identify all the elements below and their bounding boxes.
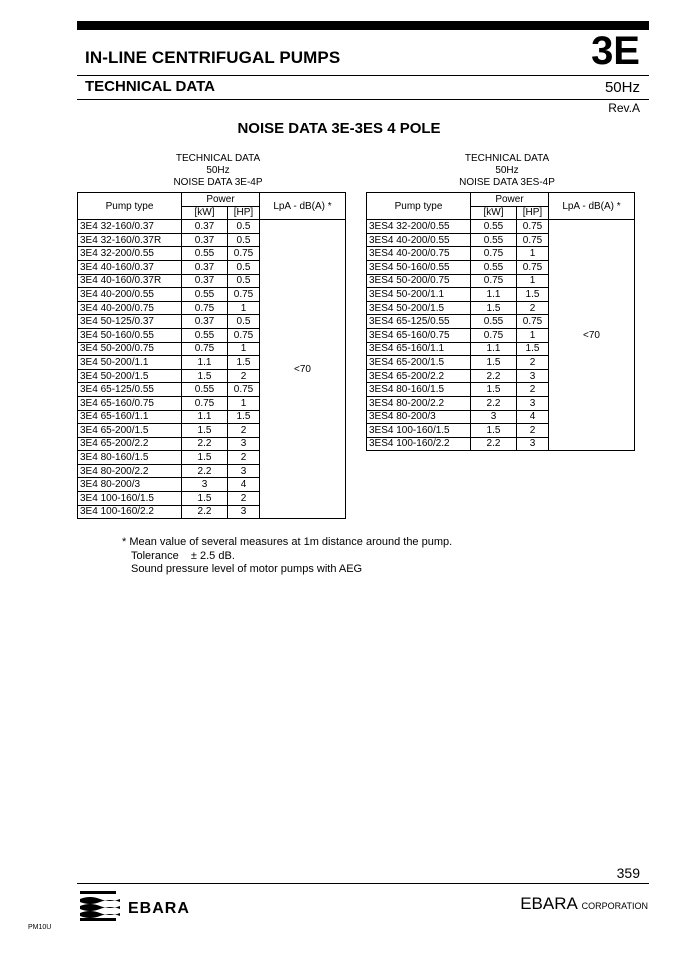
hp-cell: 2 [517, 356, 549, 370]
hp-cell: 0.75 [228, 328, 260, 342]
hp-cell: 3 [228, 464, 260, 478]
kw-cell: 0.55 [182, 247, 228, 261]
hp-cell: 2 [228, 369, 260, 383]
hp-cell: 3 [517, 437, 549, 451]
pump-type-cell: 3E4 65-160/1.1 [78, 410, 182, 424]
pump-type-cell: 3E4 65-200/2.2 [78, 437, 182, 451]
kw-cell: 1.5 [182, 451, 228, 465]
pump-type-cell: 3E4 40-160/0.37 [78, 260, 182, 274]
hp-cell: 0.75 [228, 288, 260, 302]
hp-cell: 3 [228, 505, 260, 519]
pump-type-cell: 3ES4 65-125/0.55 [367, 315, 471, 329]
pump-type-cell: 3E4 50-200/1.1 [78, 356, 182, 370]
kw-cell: 3 [182, 478, 228, 492]
kw-cell: 0.55 [471, 315, 517, 329]
pump-type-cell: 3ES4 50-200/1.1 [367, 288, 471, 302]
left-table-caption [158, 153, 278, 189]
kw-header: [kW] [182, 206, 228, 220]
pump-type-cell: 3E4 80-160/1.5 [78, 451, 182, 465]
divider [77, 883, 649, 884]
pump-type-cell: 3ES4 80-200/2.2 [367, 396, 471, 410]
pump-type-cell: 3E4 32-200/0.55 [78, 247, 182, 261]
frequency-label: 50Hz [604, 79, 640, 96]
kw-cell: 0.75 [471, 247, 517, 261]
hp-cell: 1.5 [517, 342, 549, 356]
hp-header: [HP] [228, 206, 260, 220]
hp-cell: 0.75 [517, 233, 549, 247]
logo-text: EBARA [128, 900, 190, 917]
kw-cell: 0.37 [182, 260, 228, 274]
footnote-line: Tolerance ± 2.5 dB. [131, 549, 235, 562]
pump-type-cell: 3ES4 32-200/0.55 [367, 220, 471, 234]
hp-cell: 1 [517, 328, 549, 342]
kw-cell: 0.75 [182, 396, 228, 410]
pump-type-cell: 3E4 80-200/3 [78, 478, 182, 492]
pump-type-cell: 3E4 50-160/0.55 [78, 328, 182, 342]
hp-cell: 2 [517, 301, 549, 315]
hp-cell: 2 [228, 492, 260, 506]
pump-type-cell: 3ES4 100-160/2.2 [367, 437, 471, 451]
hp-cell: 0.5 [228, 233, 260, 247]
pump-type-cell: 3E4 40-200/0.75 [78, 301, 182, 315]
header-bar [77, 21, 649, 30]
kw-cell: 0.75 [182, 301, 228, 315]
hp-header: [HP] [517, 206, 549, 220]
right-table-caption [447, 153, 567, 189]
caption-line: 50Hz [206, 165, 230, 176]
pump-type-cell: 3E4 65-160/0.75 [78, 396, 182, 410]
ebara-logo-icon [80, 891, 124, 926]
lpa-header: LpA - dB(A) * [549, 193, 635, 220]
footnote-line: * Mean value of several measures at 1m distance around the pump. [122, 536, 453, 548]
kw-header: [kW] [471, 206, 517, 220]
pump-type-cell: 3E4 100-160/1.5 [78, 492, 182, 506]
kw-cell: 2.2 [182, 505, 228, 519]
lpa-value-cell: <70 [260, 220, 346, 519]
kw-cell: 0.55 [471, 260, 517, 274]
pump-type-cell: 3E4 32-160/0.37 [78, 220, 182, 234]
hp-cell: 0.5 [228, 274, 260, 288]
pump-type-cell: 3ES4 65-200/1.5 [367, 356, 471, 370]
power-header: Power [182, 193, 260, 207]
hp-cell: 0.5 [228, 220, 260, 234]
table-row [367, 220, 635, 234]
hp-cell: 0.75 [228, 383, 260, 397]
pump-type-cell: 3E4 50-200/1.5 [78, 369, 182, 383]
pump-type-cell: 3E4 80-200/2.2 [78, 464, 182, 478]
hp-cell: 3 [517, 369, 549, 383]
kw-cell: 1.1 [471, 342, 517, 356]
hp-cell: 3 [517, 396, 549, 410]
pump-type-cell: 3E4 32-160/0.37R [78, 233, 182, 247]
kw-cell: 0.75 [182, 342, 228, 356]
page-number: 359 [616, 865, 640, 881]
lpa-header: LpA - dB(A) * [260, 193, 346, 220]
pump-type-cell: 3E4 65-125/0.55 [78, 383, 182, 397]
hp-cell: 0.5 [228, 260, 260, 274]
pump-type-cell: 3ES4 80-200/3 [367, 410, 471, 424]
hp-cell: 1 [517, 274, 549, 288]
kw-cell: 0.75 [471, 274, 517, 288]
hp-cell: 0.75 [228, 247, 260, 261]
hp-cell: 2 [228, 424, 260, 438]
hp-cell: 1.5 [228, 356, 260, 370]
power-header: Power [471, 193, 549, 207]
kw-cell: 1.5 [471, 424, 517, 438]
kw-cell: 2.2 [182, 464, 228, 478]
kw-cell: 1.5 [182, 492, 228, 506]
lpa-value-cell: <70 [549, 220, 635, 451]
kw-cell: 1.5 [182, 424, 228, 438]
main-title: NOISE DATA 3E-3ES 4 POLE [237, 120, 441, 137]
pump-type-cell: 3ES4 50-160/0.55 [367, 260, 471, 274]
kw-cell: 2.2 [471, 396, 517, 410]
kw-cell: 0.75 [471, 328, 517, 342]
noise-table-3es [366, 192, 635, 451]
kw-cell: 1.5 [471, 301, 517, 315]
hp-cell: 1 [228, 396, 260, 410]
kw-cell: 1.5 [471, 383, 517, 397]
hp-cell: 2 [517, 383, 549, 397]
kw-cell: 2.2 [471, 437, 517, 451]
kw-cell: 2.2 [471, 369, 517, 383]
hp-cell: 0.75 [517, 220, 549, 234]
section-subtitle: TECHNICAL DATA [85, 78, 215, 95]
pump-type-cell: 3ES4 40-200/0.55 [367, 233, 471, 247]
document-code: PM10U [28, 924, 52, 931]
pump-type-header: Pump type [78, 193, 182, 220]
company-suffix: CORPORATION [581, 901, 648, 911]
caption-line: TECHNICAL DATA [175, 153, 261, 164]
table-row [78, 220, 346, 234]
caption-line: NOISE DATA 3ES-4P [459, 177, 555, 188]
kw-cell: 0.37 [182, 233, 228, 247]
company-name [520, 894, 648, 914]
hp-cell: 1 [517, 247, 549, 261]
kw-cell: 0.37 [182, 274, 228, 288]
pump-type-cell: 3E4 100-160/2.2 [78, 505, 182, 519]
kw-cell: 0.37 [182, 315, 228, 329]
pump-type-cell: 3ES4 65-200/2.2 [367, 369, 471, 383]
page-title: IN-LINE CENTRIFUGAL PUMPS [85, 48, 341, 67]
pump-type-cell: 3E4 40-200/0.55 [78, 288, 182, 302]
pump-type-cell: 3E4 40-160/0.37R [78, 274, 182, 288]
hp-cell: 1 [228, 342, 260, 356]
noise-table-3e [77, 192, 346, 519]
pump-type-cell: 3ES4 50-200/1.5 [367, 301, 471, 315]
caption-line: NOISE DATA 3E-4P [173, 177, 263, 188]
hp-cell: 3 [228, 437, 260, 451]
hp-cell: 1 [228, 301, 260, 315]
divider [77, 99, 649, 100]
kw-cell: 0.55 [182, 383, 228, 397]
kw-cell: 1.5 [471, 356, 517, 370]
caption-line: TECHNICAL DATA [464, 153, 550, 164]
hp-cell: 4 [517, 410, 549, 424]
pump-type-cell: 3ES4 50-200/0.75 [367, 274, 471, 288]
kw-cell: 0.55 [182, 328, 228, 342]
revision-label: Rev.A [608, 101, 640, 115]
hp-cell: 2 [228, 451, 260, 465]
kw-cell: 1.5 [182, 369, 228, 383]
pump-type-cell: 3ES4 65-160/0.75 [367, 328, 471, 342]
pump-type-header: Pump type [367, 193, 471, 220]
pump-type-cell: 3E4 65-200/1.5 [78, 424, 182, 438]
caption-line: 50Hz [495, 165, 519, 176]
hp-cell: 2 [517, 424, 549, 438]
kw-cell: 1.1 [471, 288, 517, 302]
pump-type-cell: 3E4 50-125/0.37 [78, 315, 182, 329]
pump-type-cell: 3ES4 80-160/1.5 [367, 383, 471, 397]
kw-cell: 3 [471, 410, 517, 424]
kw-cell: 0.55 [471, 233, 517, 247]
kw-cell: 0.55 [471, 220, 517, 234]
pump-type-cell: 3E4 50-200/0.75 [78, 342, 182, 356]
kw-cell: 0.37 [182, 220, 228, 234]
divider [77, 75, 649, 76]
hp-cell: 1.5 [517, 288, 549, 302]
pump-type-cell: 3ES4 65-160/1.1 [367, 342, 471, 356]
footnote-line: Sound pressure level of motor pumps with AEG [131, 563, 363, 575]
hp-cell: 0.5 [228, 315, 260, 329]
footnotes [122, 536, 452, 577]
company-main: EBARA [520, 894, 577, 913]
hp-cell: 0.75 [517, 315, 549, 329]
hp-cell: 0.75 [517, 260, 549, 274]
kw-cell: 2.2 [182, 437, 228, 451]
kw-cell: 1.1 [182, 356, 228, 370]
pump-type-cell: 3ES4 100-160/1.5 [367, 424, 471, 438]
pump-type-cell: 3ES4 40-200/0.75 [367, 247, 471, 261]
product-code: 3E [591, 29, 640, 73]
hp-cell: 4 [228, 478, 260, 492]
kw-cell: 1.1 [182, 410, 228, 424]
hp-cell: 1.5 [228, 410, 260, 424]
kw-cell: 0.55 [182, 288, 228, 302]
